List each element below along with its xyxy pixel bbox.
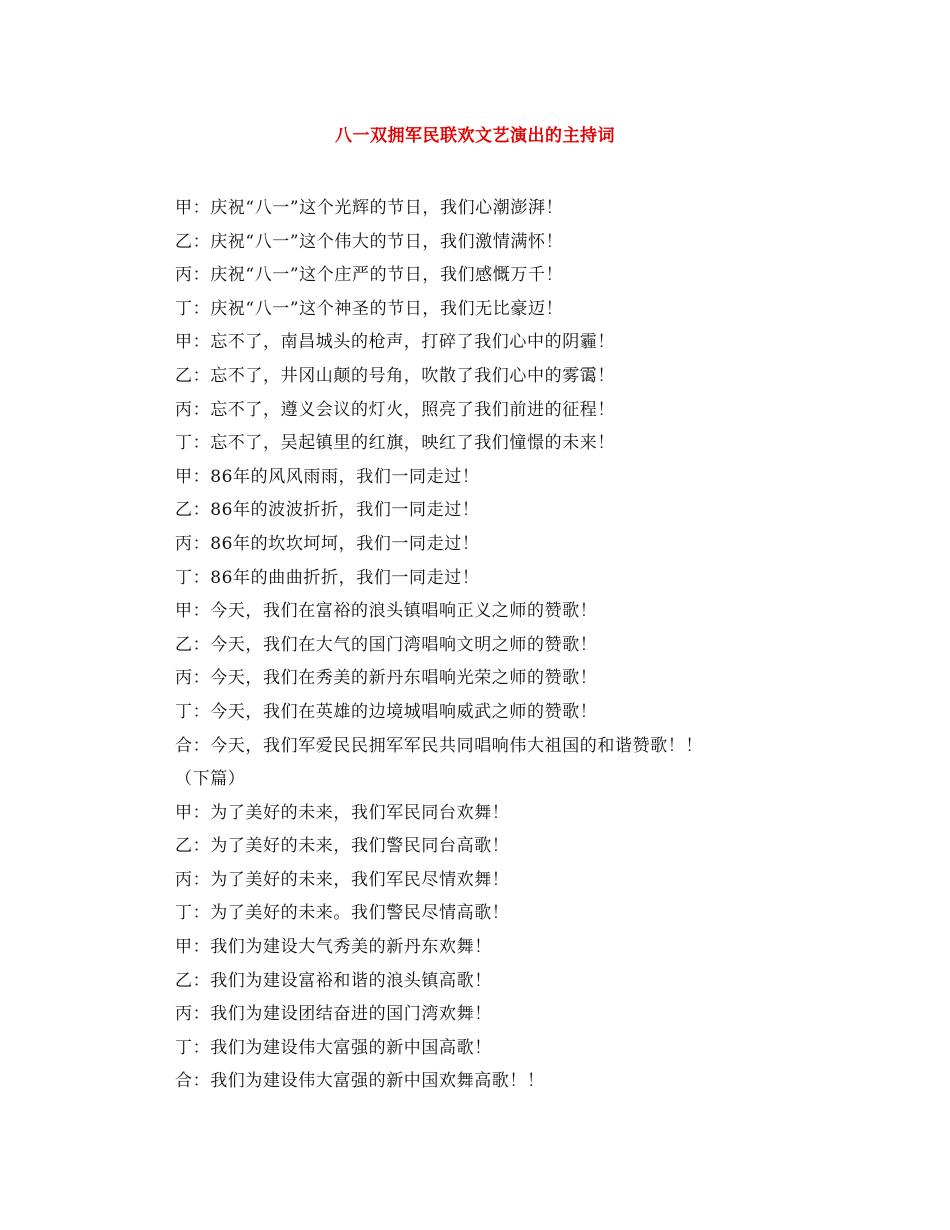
script-line: 丙：86年的坎坎坷坷，我们一同走过！ [175, 533, 480, 554]
script-line: 甲：今天，我们在富裕的浪头镇唱响正义之师的赞歌！ [175, 601, 598, 622]
script-line: 乙：我们为建设富裕和谐的浪头镇高歌！ [175, 970, 492, 991]
script-line: 丙：为了美好的未来，我们军民尽情欢舞！ [175, 869, 510, 890]
script-line: 乙：今天，我们在大气的国门湾唱响文明之师的赞歌！ [175, 634, 598, 655]
script-line: 丙：今天，我们在秀美的新丹东唱响光荣之师的赞歌！ [175, 668, 598, 689]
script-line: 丁：忘不了，吴起镇里的红旗，映红了我们憧憬的未来！ [175, 433, 615, 454]
script-line: 丁：86年的曲曲折折，我们一同走过！ [175, 567, 480, 588]
script-line: 丙：庆祝“八一”这个庄严的节日，我们感慨万千！ [175, 265, 564, 286]
script-line: 乙：86年的波波折折，我们一同走过！ [175, 500, 480, 521]
script-line: 丁：为了美好的未来。我们警民尽情高歌！ [175, 903, 510, 924]
script-line: 甲：86年的风风雨雨，我们一同走过！ [175, 466, 480, 487]
script-line: 丙：我们为建设团结奋进的国门湾欢舞！ [175, 1004, 492, 1025]
script-line: 乙：庆祝“八一”这个伟大的节日，我们激情满怀！ [175, 231, 564, 252]
script-line: 乙：忘不了，井冈山颠的号角，吹散了我们心中的雾霭！ [175, 365, 615, 386]
script-line: 乙：为了美好的未来，我们警民同台高歌！ [175, 836, 510, 857]
script-line: 丙：忘不了，遵义会议的灯火，照亮了我们前进的征程！ [175, 399, 615, 420]
script-line: 丁：我们为建设伟大富强的新中国高歌！ [175, 1037, 492, 1058]
script-line: 甲：忘不了，南昌城头的枪声，打碎了我们心中的阴霾！ [175, 332, 615, 353]
script-line: 丁：今天，我们在英雄的边境城唱响威武之师的赞歌！ [175, 701, 598, 722]
script-line: 甲：我们为建设大气秀美的新丹东欢舞！ [175, 937, 492, 958]
script-line: 合：今天，我们军爱民民拥军军民共同唱响伟大祖国的和谐赞歌！！ [175, 735, 703, 756]
section-heading: （下篇） [175, 769, 246, 790]
script-line: 甲：庆祝“八一”这个光辉的节日，我们心潮澎湃！ [175, 198, 564, 218]
script-line: 合：我们为建设伟大富强的新中国欢舞高歌！！ [175, 1071, 545, 1092]
script-line: 丁：庆祝“八一”这个神圣的节日，我们无比豪迈！ [175, 298, 564, 319]
script-lines [175, 192, 875, 1099]
document-title: 八一双拥军民联欢文艺演出的主持词 [335, 126, 615, 146]
script-line: 甲：为了美好的未来，我们军民同台欢舞！ [175, 802, 510, 823]
